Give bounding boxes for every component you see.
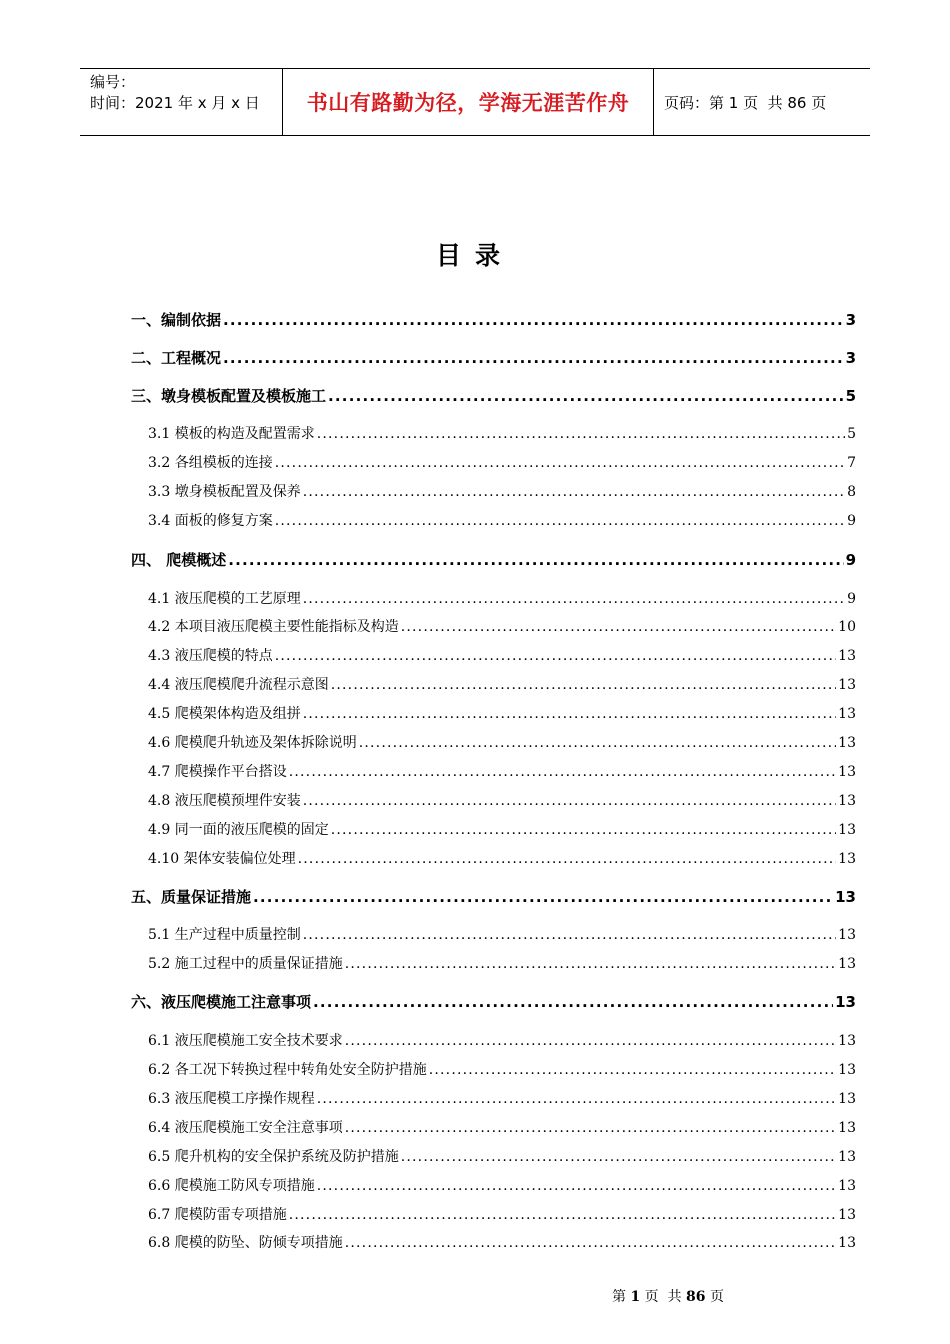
toc-entry-label: 4.4 液压爬模爬升流程示意图 [148,677,329,693]
toc-entry[interactable] [131,346,856,370]
toc-entry[interactable] [148,1231,856,1255]
toc-entry[interactable] [148,587,856,611]
toc-leader-dots [345,1231,836,1255]
footer-total-pages: 86 [686,1289,706,1305]
toc-leader-dots [313,990,833,1014]
toc-leader-dots [331,818,836,842]
toc-entry-page: 9 [847,591,856,607]
toc-leader-dots [275,509,845,533]
toc-entry-page: 13 [838,1091,856,1107]
toc-entry-label: 6.1 液压爬模施工安全技术要求 [148,1033,343,1049]
footer-suffix: 页 [705,1289,724,1305]
toc-entry[interactable] [131,384,856,408]
toc-leader-dots [303,587,845,611]
toc-entry-label: 4.3 液压爬模的特点 [148,648,273,664]
toc-entry-page: 13 [838,793,856,809]
toc-leader-dots [317,1174,836,1198]
toc-entry[interactable] [148,760,856,784]
toc-entry-label: 6.8 爬模的防坠、防倾专项措施 [148,1235,343,1251]
toc-entry-page: 13 [835,993,856,1011]
toc-entry-label: 6.3 液压爬模工序操作规程 [148,1091,315,1107]
toc-leader-dots [328,384,844,408]
header-page-label: 页码：第 1 页 共 86 页 [664,93,827,112]
toc-entry-page: 13 [838,1033,856,1049]
toc-leader-dots [429,1058,836,1082]
toc-entry-page: 13 [838,956,856,972]
toc-entry-page: 13 [838,1235,856,1251]
toc-entry-label: 4.8 液压爬模预埋件安装 [148,793,301,809]
toc-entry[interactable] [131,548,856,572]
toc-entry-label: 4.10 架体安装偏位处理 [148,851,296,867]
toc-entry[interactable] [148,847,856,871]
header-motto: 书山有路勤为径，学海无涯苦作舟 [282,69,654,135]
toc-entry-label: 4.1 液压爬模的工艺原理 [148,591,301,607]
toc-entry-label: 4.9 同一面的液压爬模的固定 [148,822,329,838]
toc-entry[interactable] [148,480,856,504]
toc-entry-page: 13 [835,888,856,906]
toc-leader-dots [289,1203,836,1227]
header-time-label: 时间：2021 年 x 月 x 日 [90,94,260,112]
toc-entry[interactable] [148,1058,856,1082]
toc-leader-dots [275,451,845,475]
page-footer [0,1286,950,1306]
toc-entry[interactable] [148,731,856,755]
toc-leader-dots [303,702,836,726]
toc-entry[interactable] [148,952,856,976]
toc-entry[interactable] [148,789,856,813]
toc-entry[interactable] [148,1029,856,1053]
toc-entry-label: 6.2 各工况下转换过程中转角处安全防护措施 [148,1062,427,1078]
toc-entry-label: 5.2 施工过程中的质量保证措施 [148,956,343,972]
toc-entry-page: 3 [845,349,856,367]
toc-entry-label: 五、质量保证措施 [131,888,252,906]
toc-leader-dots [298,847,837,871]
toc-entry-label: 六、液压爬模施工注意事项 [131,993,312,1011]
toc-entry[interactable] [148,422,856,446]
toc-leader-dots [303,480,845,504]
toc-entry[interactable] [131,885,856,909]
toc-leader-dots [223,308,844,332]
toc-entry-page: 8 [847,484,856,500]
toc-entry[interactable] [131,308,856,332]
toc-entry-page: 13 [838,764,856,780]
toc-title: 目录 [435,241,514,270]
toc-entry-page: 13 [838,851,856,867]
toc-entry-page: 13 [838,1207,856,1223]
toc-leader-dots [345,1116,836,1140]
toc-entry-label: 6.4 液压爬模施工安全注意事项 [148,1120,343,1136]
toc-entry-label: 4.7 爬模操作平台搭设 [148,764,287,780]
toc-leader-dots [303,789,836,813]
toc-entry-page: 3 [845,311,856,329]
toc-leader-dots [401,615,836,639]
toc-entry[interactable] [148,1145,856,1169]
toc-entry-label: 一、编制依据 [131,311,222,329]
toc-entry-label: 4.5 爬模架体构造及组拼 [148,706,301,722]
toc-leader-dots [401,1145,836,1169]
toc-entry-label: 3.4 面板的修复方案 [148,513,273,529]
toc-entry[interactable] [148,509,856,533]
toc-entry-page: 13 [838,648,856,664]
toc-leader-dots [331,673,836,697]
toc-entry[interactable] [148,644,856,668]
header-code-label: 编号： [90,73,136,91]
toc-entry-label: 6.6 爬模施工防风专项措施 [148,1178,315,1194]
toc-entry[interactable] [148,1203,856,1227]
toc-entry-label: 3.2 各组模板的连接 [148,455,273,471]
toc-entry-page: 13 [838,1062,856,1078]
toc-leader-dots [275,644,836,668]
toc-entry-page: 13 [838,735,856,751]
toc-entry-page: 13 [838,927,856,943]
toc-entry[interactable] [148,673,856,697]
toc-entry[interactable] [131,990,856,1014]
toc-entry-label: 4.2 本项目液压爬模主要性能指标及构造 [148,619,399,635]
toc-leader-dots [253,885,833,909]
toc-entry-page: 5 [847,426,856,442]
toc-entry-page: 10 [838,619,856,635]
toc-entry[interactable] [148,1174,856,1198]
toc-entry-page: 13 [838,706,856,722]
toc-leader-dots [359,731,836,755]
toc-leader-dots [228,548,843,572]
toc-entry-page: 9 [845,551,856,569]
toc-entry-label: 四、 爬模概述 [131,551,227,569]
toc-entry-label: 4.6 爬模爬升轨迹及架体拆除说明 [148,735,357,751]
toc-entry-label: 6.5 爬升机构的安全保护系统及防护措施 [148,1149,399,1165]
toc-leader-dots [303,923,836,947]
toc-leader-dots [345,952,836,976]
toc-leader-dots [345,1029,836,1053]
toc-entry-page: 7 [847,455,856,471]
toc-entry[interactable] [148,615,856,639]
toc-entry-page: 13 [838,1178,856,1194]
footer-prefix: 第 [612,1289,631,1305]
footer-current-page: 1 [630,1289,641,1305]
toc-entry-label: 三、墩身模板配置及模板施工 [131,387,327,405]
toc-entry-label: 5.1 生产过程中质量控制 [148,927,301,943]
toc-entry-page: 13 [838,822,856,838]
toc-leader-dots [289,760,836,784]
toc-entry[interactable] [148,702,856,726]
toc-entry-page: 13 [838,1149,856,1165]
toc-leader-dots [317,422,845,446]
toc-entry[interactable] [148,1116,856,1140]
toc-entry-label: 3.3 墩身模板配置及保养 [148,484,301,500]
toc-leader-dots [223,346,844,370]
toc-entry-page: 13 [838,677,856,693]
toc-entry-page: 5 [845,387,856,405]
toc-entry-label: 6.7 爬模防雷专项措施 [148,1207,287,1223]
toc-entry[interactable] [148,923,856,947]
footer-middle: 页 共 [640,1289,687,1305]
toc-leader-dots [317,1087,836,1111]
toc-entry-page: 13 [838,1120,856,1136]
toc-entry[interactable] [148,1087,856,1111]
toc-entry-label: 二、工程概况 [131,349,222,367]
toc-entry[interactable] [148,451,856,475]
toc-entry-label: 3.1 模板的构造及配置需求 [148,426,315,442]
toc-entry-page: 9 [847,513,856,529]
toc-entry[interactable] [148,818,856,842]
